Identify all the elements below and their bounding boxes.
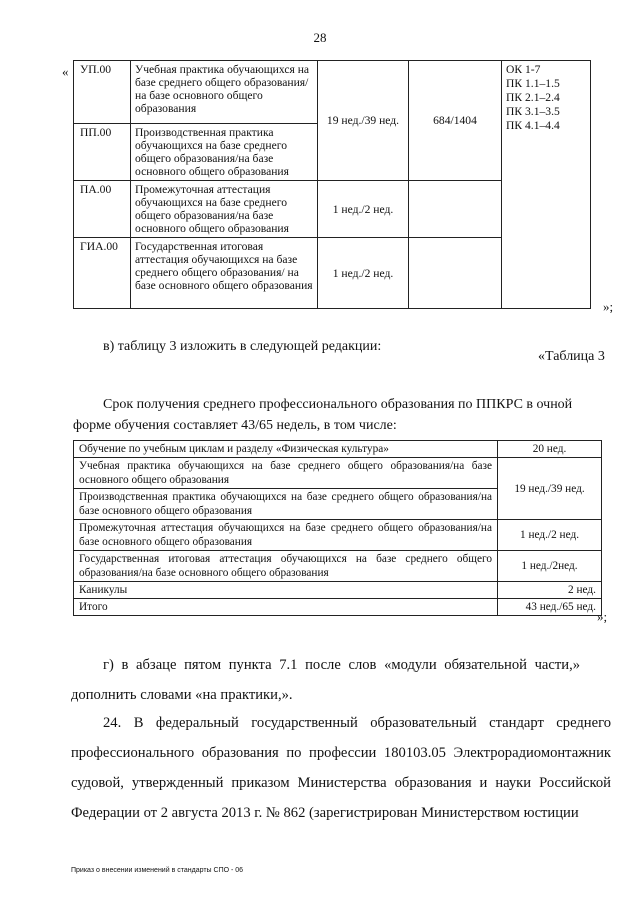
row-label: Итого <box>74 599 498 616</box>
table-caption: «Таблица 3 <box>538 349 605 364</box>
row-label: Каникулы <box>74 582 498 599</box>
row-code: ПП.00 <box>74 124 131 181</box>
table-row <box>74 582 602 599</box>
row-value: 1 нед./2 нед. <box>498 520 602 551</box>
table-row <box>74 551 602 582</box>
practice-table <box>73 60 591 309</box>
row-duration: 1 нед./2 нед. <box>318 238 409 309</box>
paragraph-g-line1: г) в абзаце пятом пункта 7.1 после слов «модули обязательной части,» <box>103 657 581 673</box>
row-name: Производственная практика обучающихся на базе среднего общего образования/на базе основного общего образования <box>131 124 318 181</box>
row-label: Промежуточная аттестация обучающихся на базе среднего общего образования/на базе основного общего образования <box>74 520 498 551</box>
table-row <box>74 441 602 458</box>
row-code: ПА.00 <box>74 181 131 238</box>
row-value: 43 нед./65 нед. <box>498 599 602 616</box>
row-value: 2 нед. <box>498 582 602 599</box>
row-label: Учебная практика обучающихся на базе среднего общего образования/на базе основного общего образования <box>74 458 498 489</box>
table-row <box>74 61 591 124</box>
table-row <box>74 599 602 616</box>
term-paragraph-line2: форме обучения составляет 43/65 недель, в том числе: <box>73 418 397 433</box>
term-table <box>73 440 602 616</box>
row-name: Учебная практика обучающихся на базе среднего общего образования/на базе основного общего образования <box>131 61 318 124</box>
row-hours <box>409 181 502 238</box>
row-value: 20 нед. <box>498 441 602 458</box>
competency-item: ПК 4.1–4.4 <box>506 119 560 132</box>
row-label: Государственная итоговая аттестация обучающихся на базе среднего общего образования/на базе основного общего образования <box>74 551 498 582</box>
row-label: Производственная практика обучающихся на базе среднего общего образования/на базе основного общего образования <box>74 489 498 520</box>
page-number: 28 <box>313 30 327 45</box>
footer-note: Приказ о внесении изменений в стандарты СПО - 06 <box>71 867 244 874</box>
practice-duration: 19 нед./39 нед. <box>318 61 409 181</box>
practice-hours: 684/1404 <box>409 61 502 181</box>
practice-value: 19 нед./39 нед. <box>498 458 602 520</box>
term-paragraph-line1: Срок получения среднего профессионального образования по ППКРС в очной <box>103 397 573 412</box>
paragraph-g-line2: дополнить словами «на практики,». <box>71 687 293 703</box>
row-name: Государственная итоговая аттестация обучающихся на базе среднего общего образования/ на базе основного общего образования <box>131 238 318 309</box>
table-row <box>74 520 602 551</box>
competency-item: ПК 3.1–3.5 <box>506 105 560 118</box>
competency-item: ПК 2.1–2.4 <box>506 91 560 104</box>
table2-close-quote: »; <box>597 609 608 624</box>
row-name: Промежуточная аттестация обучающихся на базе среднего общего образования/на базе основного общего образования <box>131 181 318 238</box>
row-value: 1 нед./2нед. <box>498 551 602 582</box>
competency-item: ПК 1.1–1.5 <box>506 77 560 90</box>
table1-close-quote: »; <box>603 299 614 314</box>
competencies-cell <box>502 61 591 309</box>
paragraph-v: в) таблицу 3 изложить в следующей редакции: <box>103 339 382 354</box>
row-duration: 1 нед./2 нед. <box>318 181 409 238</box>
table-row <box>74 458 602 489</box>
row-hours <box>409 238 502 309</box>
row-code: ГИА.00 <box>74 238 131 309</box>
competency-item: ОК 1-7 <box>506 63 541 76</box>
table1-open-quote: « <box>62 64 69 79</box>
paragraph-24: 24. В федеральный государственный образовательный стандарт среднего профессионального образования по профессии 180103.05 Электрорадиомонтажник судовой, утвержденный приказом Министерства образования и науки Российской Федерации от 2 августа 2013 г. № 862 (зарегистрирован Министерством юстиции <box>71 715 611 821</box>
row-code: УП.00 <box>74 61 131 124</box>
row-label: Обучение по учебным циклам и разделу «Физическая культура» <box>74 441 498 458</box>
